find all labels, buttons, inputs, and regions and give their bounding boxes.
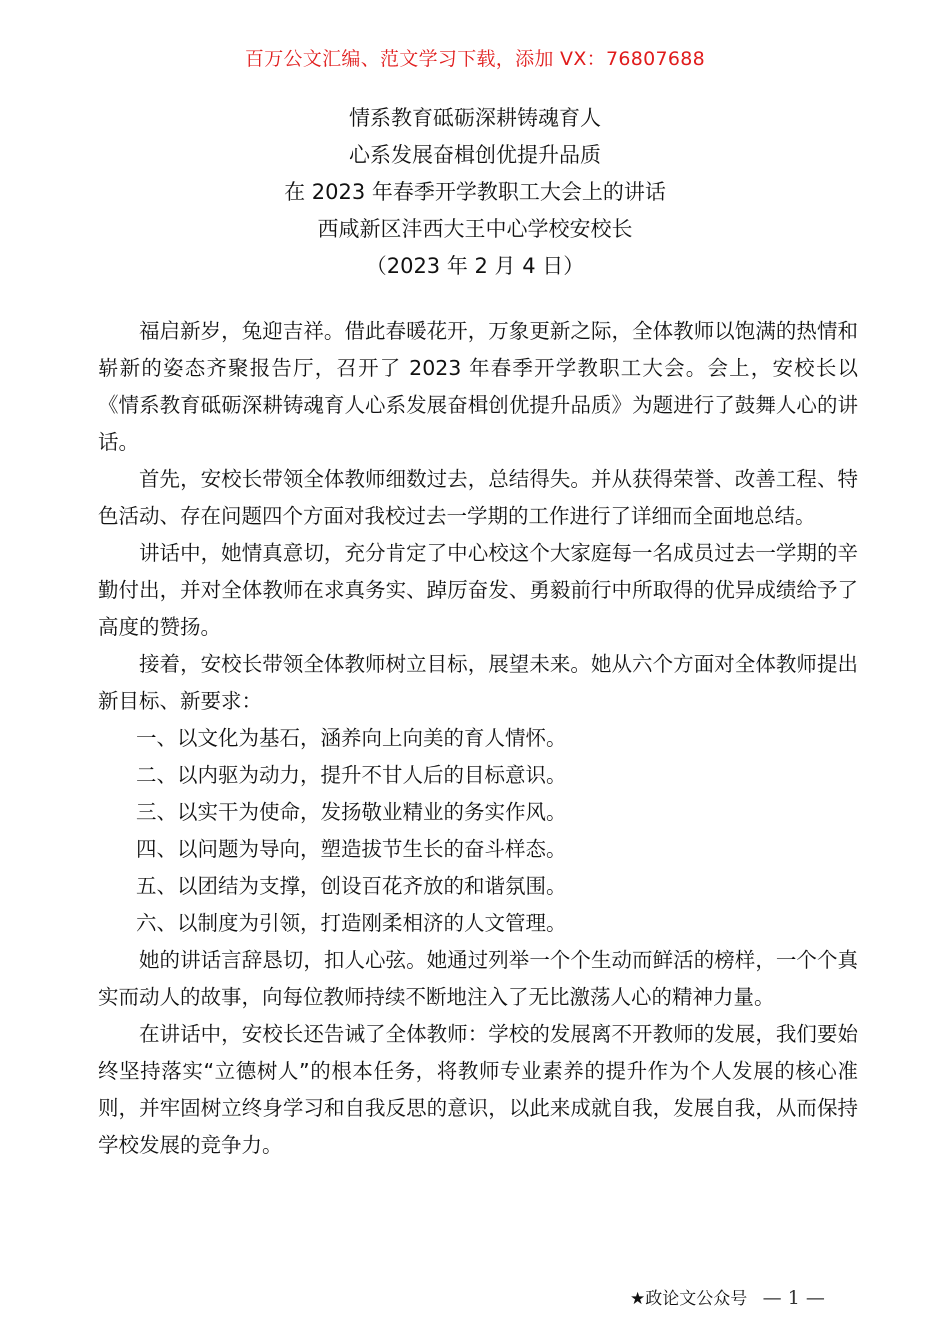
list-item: 一、以文化为基石，涵养向上向美的育人情怀。	[136, 726, 567, 750]
paragraph: 她的讲话言辞恳切，扣人心弦。她通过列举一个个生动而鲜活的榜样，一个个真实而动人的故事，向每位教师持续不断地注入了无比激荡人心的精神力量。	[98, 948, 858, 1009]
title-date: （2023 年 2 月 4 日）	[365, 254, 585, 278]
list-item: 三、以实干为使命，发扬敬业精业的务实作风。	[136, 800, 567, 824]
page-footer	[630, 1284, 825, 1309]
title-line-3: 在 2023 年春季开学教职工大会上的讲话	[284, 180, 666, 204]
page-number: — 1 —	[762, 1287, 825, 1309]
title-line-2: 心系发展奋楫创优提升品质	[349, 143, 601, 167]
paragraph: 首先，安校长带领全体教师细数过去，总结得失。并从获得荣誉、改善工程、特色活动、存在问题四个方面对我校过去一学期的工作进行了详细而全面地总结。	[98, 467, 858, 528]
list-item: 四、以问题为导向，塑造拔节生长的奋斗样态。	[136, 837, 567, 861]
paragraph: 在讲话中，安校长还告诫了全体教师：学校的发展离不开教师的发展，我们要始终坚持落实“立德树人”的根本任务，将教师专业素养的提升作为个人发展的核心准则，并牢固树立终身学习和自我反思的意识，以此来成就自我，发展自我，从而保持学校发展的竞争力。	[98, 1022, 858, 1157]
list-item: 六、以制度为引领，打造刚柔相济的人文管理。	[136, 911, 567, 935]
list-item: 五、以团结为支撑，创设百花齐放的和谐氛围。	[136, 874, 567, 898]
list-item: 二、以内驱为动力，提升不甘人后的目标意识。	[136, 763, 567, 787]
document-body	[98, 313, 858, 1164]
title-line-1: 情系教育砥砺深耕铸魂育人	[349, 106, 601, 130]
paragraph: 讲话中，她情真意切，充分肯定了中心校这个大家庭每一名成员过去一学期的辛勤付出，并对全体教师在求真务实、踔厉奋发、勇毅前行中所取得的优异成绩给予了高度的赞扬。	[98, 541, 858, 639]
header-banner: 百万公文汇编、范文学习下载，添加 VX：76807688	[244, 48, 706, 70]
title-line-4: 西咸新区沣西大王中心学校安校长	[317, 217, 633, 241]
footer-source: ★政论文公众号	[630, 1289, 748, 1309]
paragraph: 接着，安校长带领全体教师树立目标，展望未来。她从六个方面对全体教师提出新目标、新要求：	[98, 652, 858, 713]
title-block	[0, 100, 950, 285]
paragraph: 福启新岁，兔迎吉祥。借此春暖花开，万象更新之际，全体教师以饱满的热情和崭新的姿态齐聚报告厅，召开了 2023 年春季开学教职工大会。会上，安校长以《情系教育砥砺深耕铸魂育人心系发展奋楫创优提升品质》为题进行了鼓舞人心的讲话。	[98, 319, 858, 454]
